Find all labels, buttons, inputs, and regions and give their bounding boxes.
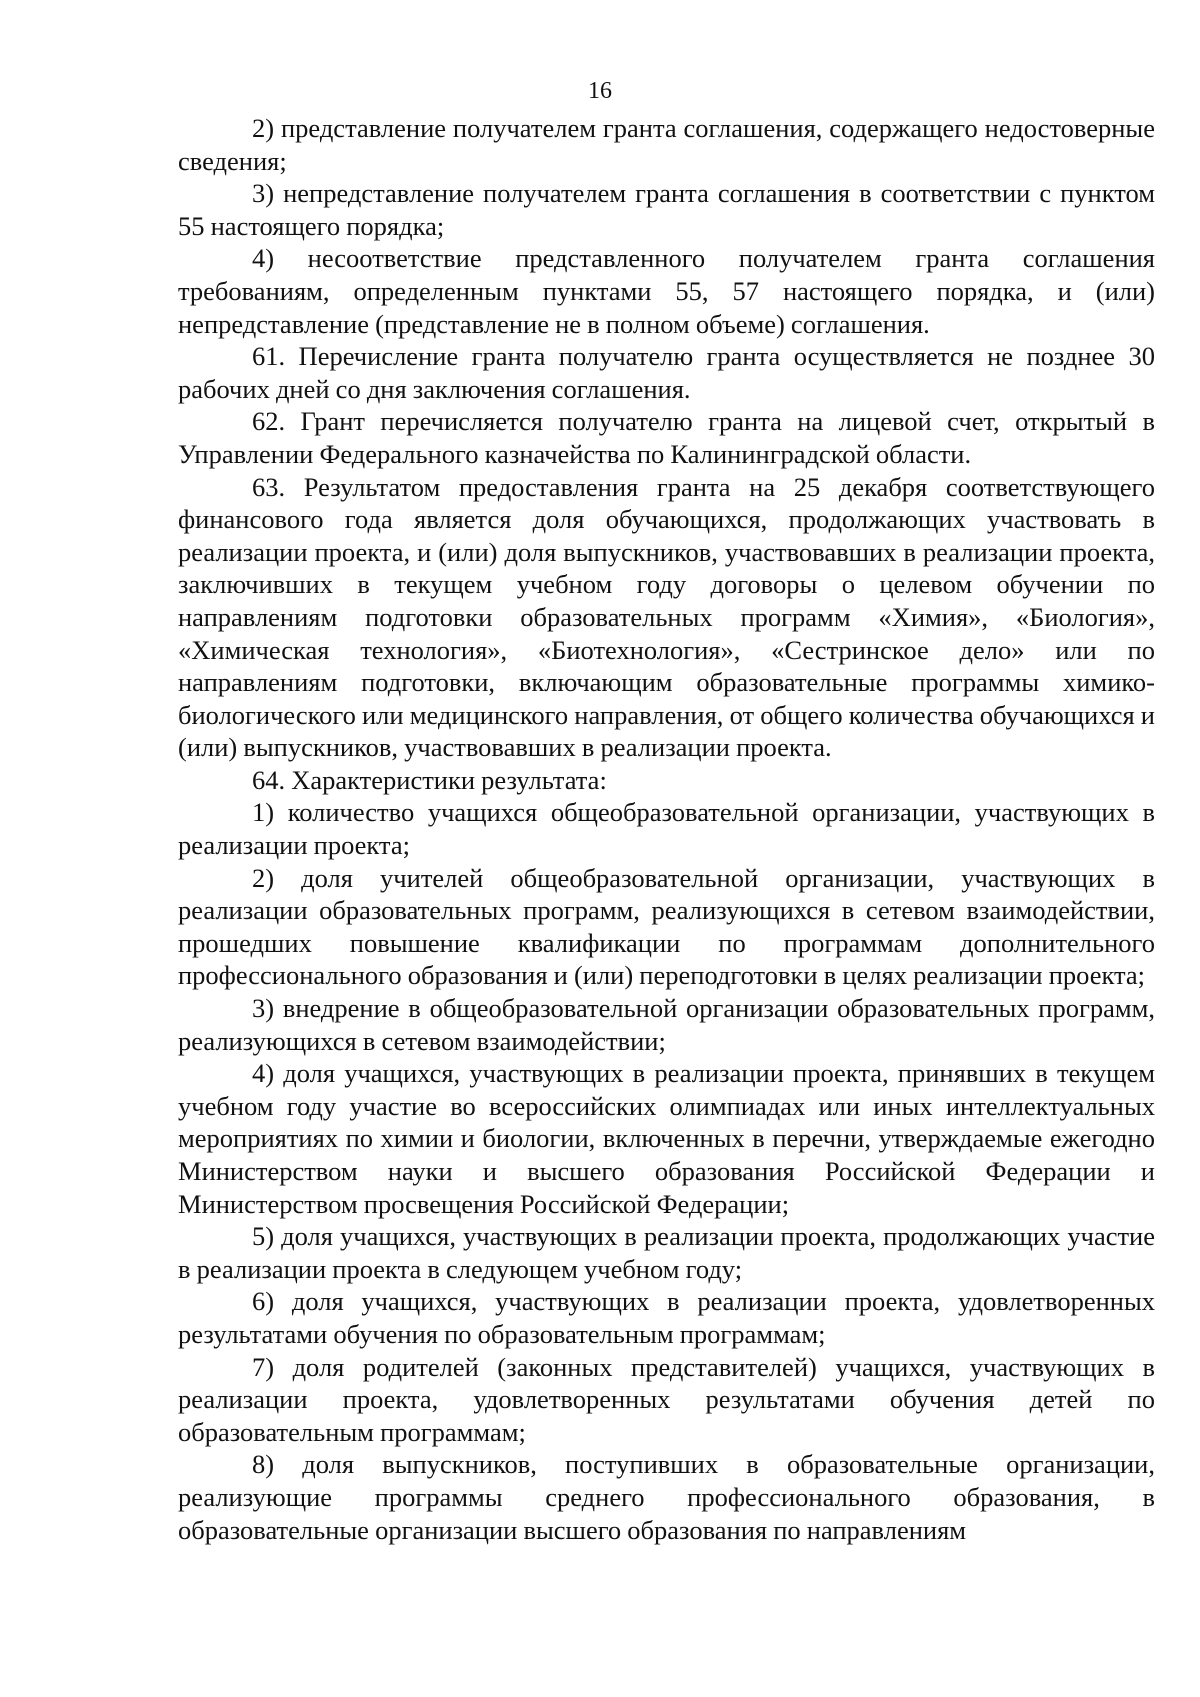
result-characteristic-5: 5) доля учащихся, участвующих в реализации проекта, продолжающих участие в реализации проекта в следующем учебном году; xyxy=(178,1221,1155,1284)
clause-64: 64. Характеристики результата: xyxy=(252,764,607,795)
result-characteristic-4: 4) доля учащихся, участвующих в реализации проекта, принявших в текущем учебном году участие во всероссийских олимпиадах или иных интеллектуальных мероприятиях по химии и биологии, включенных в перечни, утверждаемые ежегодно Министерством науки и высшего образования Российской Федерации и Министерством просвещения Российской Федерации; xyxy=(178,1058,1155,1219)
result-characteristic-7: 7) доля родителей (законных представителей) учащихся, участвующих в реализации проекта, удовлетворенных результатами обучения детей по образовательным программам; xyxy=(178,1351,1155,1447)
clause-61: 61. Перечисление гранта получателю гранта осуществляется не позднее 30 рабочих дней со дня заключения соглашения. xyxy=(178,341,1155,404)
list-item-2-unreliable-info: 2) представление получателем гранта соглашения, содержащего недостоверные сведения; xyxy=(178,113,1155,176)
result-characteristic-8: 8) доля выпускников, поступивших в образовательные организации, реализующие программы среднего профессионального образования, в образовательные организации высшего образования по направлениям xyxy=(178,1449,1155,1545)
list-item-3-no-agreement: 3) непредставление получателем гранта соглашения в соответствии с пунктом 55 настоящего порядка; xyxy=(178,178,1155,241)
page-number: 16 xyxy=(588,78,612,104)
result-characteristic-2: 2) доля учителей общеобразовательной организации, участвующих в реализации образовательных программ, реализующихся в сетевом взаимодействии, прошедших повышение квалификации по программам дополнительного профессионального образования и (или) переподготовки в целях реализации проекта; xyxy=(178,862,1155,991)
clause-62: 62. Грант перечисляется получателю гранта на лицевой счет, открытый в Управлении Федерального казначейства по Калининградской области. xyxy=(178,406,1155,469)
result-characteristic-3: 3) внедрение в общеобразовательной организации образовательных программ, реализующихся в сетевом взаимодействии; xyxy=(178,993,1155,1056)
result-characteristic-6: 6) доля учащихся, участвующих в реализации проекта, удовлетворенных результатами обучения по образовательным программам; xyxy=(178,1286,1155,1349)
list-item-4-noncompliance: 4) несоответствие представленного получателем гранта соглашения требованиям, определенным пунктами 55, 57 настоящего порядка, и (или) непредставление (представление не в полном объеме) соглашения. xyxy=(178,243,1155,339)
clause-63: 63. Результатом предоставления гранта на 25 декабря соответствующего финансового года является доля обучающихся, продолжающих участвовать в реализации проекта, и (или) доля выпускников, участвовавших в реализации проекта, заключивших в текущем учебном году договоры о целевом обучении по направлениям подготовки образовательных программ «Химия», «Биология», «Химическая технология», «Биотехнология», «Сестринское дело» или по направлениям подготовки, включающим образовательные программы химико-биологического или медицинского направления, от общего количества обучающихся и (или) выпускников, участвовавших в реализации проекта. xyxy=(178,471,1155,763)
result-characteristic-1: 1) количество учащихся общеобразовательной организации, участвующих в реализации проекта; xyxy=(178,797,1155,861)
document-body xyxy=(178,112,1155,1546)
